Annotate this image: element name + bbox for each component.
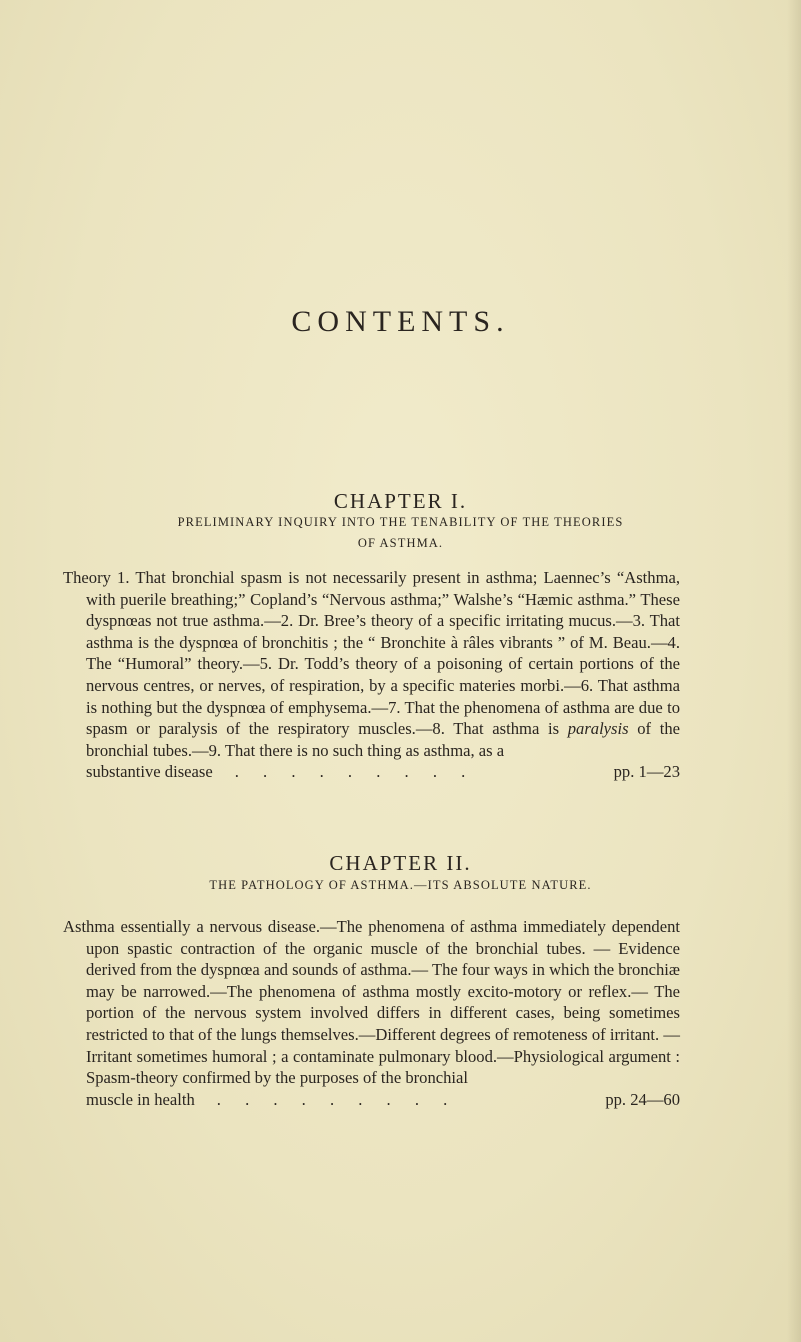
chapter-2-heading: CHAPTER II. [329,851,472,875]
chapter-1-last-line [86,761,680,783]
chapter-1-dot-leader: . . . . . . . . . [234,762,476,782]
chapter-1-subtitle-line-2: OF ASTHMA. [357,536,444,550]
chapter-1-summary [63,567,680,783]
chapter-1-heading: CHAPTER I. [333,489,468,513]
chapter-1-summary-text: Theory 1. That bronchial spasm is not necessarily present in asthma; Laennec’s “Asthma, with puerile breathing;” Copland’s “Nervous asthma;” Walshe’s “Hæmic asthma.” These dyspnœas not true asthma.—2. Dr. Bree’s theory of a specific irritating mucus.—3. That asthma is the dyspnœa of bronchitis ; the “ Bronchite à râles vibrants ” of M. Beau.—4. The “Humoral” theory.—5. Dr. Todd’s theory of a poisoning of certain portions of the nervous centres, or nerves, of respiration, by a specific materies morbi.—6. That asthma is nothing but the dyspnœa of emphysema.—7. That the phenomena of asthma are due to spasm or paralysis of the respiratory muscles.—8. That asthma is [63,568,680,739]
chapter-1-pages: pp. 1—23 [613,762,680,782]
chapter-2-dot-leader: . . . . . . . . . [216,1089,458,1109]
chapter-2-subtitle [0,875,801,896]
chapter-2-summary [63,916,680,1110]
chapter-2-last-line-text: muscle in health [86,1089,195,1109]
contents-title: CONTENTS. [291,305,510,338]
chapter-1-last-line-text: substantive disease [86,762,213,782]
chapter-1-subtitle [0,512,801,554]
chapter-1-subtitle-line-1: PRELIMINARY INQUIRY INTO THE TENABILITY OF THE THEORIES [177,515,624,529]
page-edge-shadow [787,0,801,1342]
chapter-2-summary-text: Asthma essentially a nervous disease.—The phenomena of asthma immediately dependent upon spastic contraction of the organic muscle of the bronchial tubes. — Evidence derived from the dyspnœa and sounds of asthma.— The four ways in which the bronchiæ may be narrowed.—The phenomena of asthma mostly excito-motory or reflex.— The portion of the nervous system involved differs in different cases, being sometimes restricted to that of the lungs themselves.—Different degrees of remoteness of irritant. —Irritant sometimes humoral ; a contaminate pulmonary blood.—Physiological argument : Spasm-theory confirmed by the purposes of the bronchial [63,917,680,1088]
chapter-2-pages: pp. 24—60 [605,1089,680,1109]
chapter-1-summary-italic: paralysis [567,719,629,739]
chapter-2-subtitle-line-1: THE PATHOLOGY OF ASTHMA.—ITS ABSOLUTE NATURE. [209,878,592,892]
chapter-1-summary-text-2: of the bronchial tubes.—9. That there is no such thing as asthma, as a [86,719,681,760]
chapter-2-last-line [86,1089,680,1111]
